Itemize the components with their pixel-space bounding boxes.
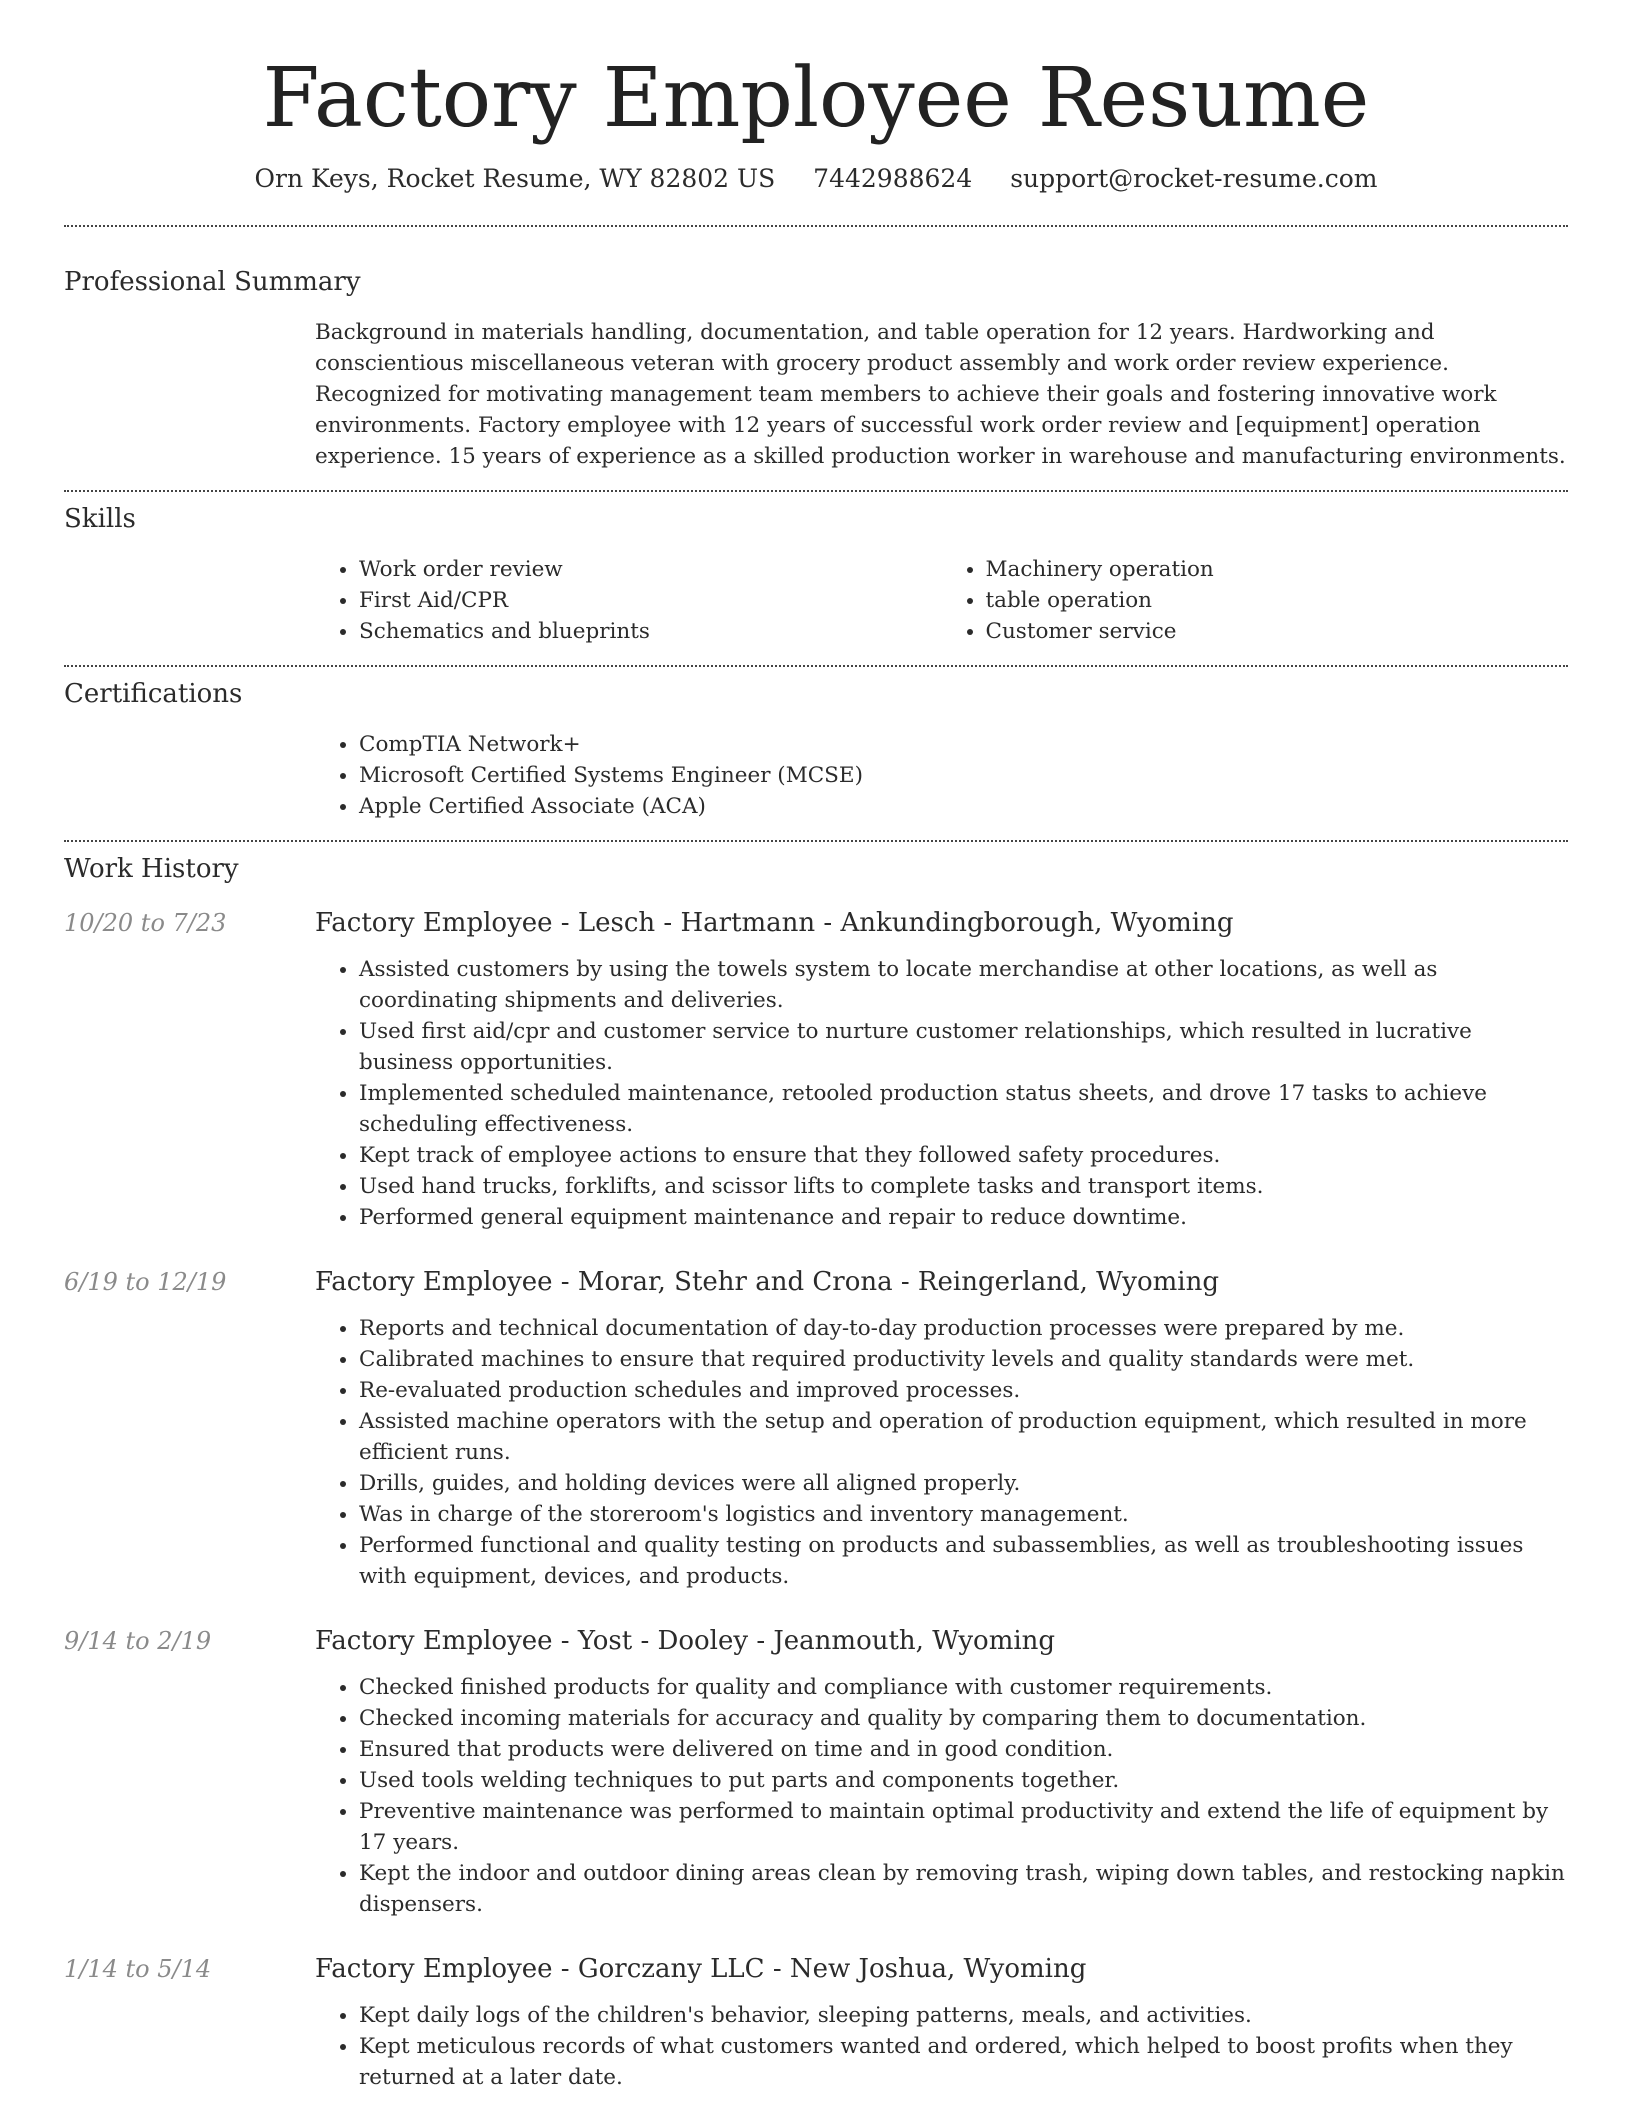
job-dates: 10/20 to 7/23 [64,909,227,938]
job-bullet: • Kept the indoor and outdoor dining areas clean by removing trash, wiping down tables, and restocking napkin dispensers. [359,1858,1568,1920]
certifications-heading: Certifications [64,679,243,710]
contact-line [0,164,1632,193]
skill-item: • Schematics and blueprints [359,616,942,647]
summary-heading: Professional Summary [64,267,361,298]
job-bullets [315,1313,1568,1592]
divider [64,840,1568,842]
job-entry [0,908,1632,1233]
page-title: Factory Employee Resume [262,51,1370,146]
contact-address: Orn Keys, Rocket Resume, WY 82802 US [254,164,776,194]
job-entry [0,1954,1632,2093]
job-bullet: • Kept track of employee actions to ensure that they followed safety procedures. [359,1140,1568,1171]
job-dates: 1/14 to 5/14 [64,1955,212,1984]
job-entry [0,1267,1632,1592]
divider [64,665,1568,667]
certification-item: • Microsoft Certified Systems Engineer (MCSE) [359,760,1568,791]
contact-email: support@rocket-resume.com [1010,164,1378,194]
job-bullets [315,954,1568,1233]
job-bullet: • Kept meticulous records of what customers wanted and ordered, which helped to boost profits when they returned at a later date. [359,2031,1568,2093]
skill-item: • Work order review [359,554,942,585]
job-title: Factory Employee - Yost - Dooley - Jeanmouth, Wyoming [315,1626,1056,1657]
job-bullet: • Drills, guides, and holding devices were all aligned properly. [359,1468,1568,1499]
job-bullet: • Calibrated machines to ensure that required productivity levels and quality standards were met. [359,1344,1568,1375]
job-title: Factory Employee - Gorczany LLC - New Joshua, Wyoming [315,1954,1087,1985]
job-bullets [315,2000,1568,2093]
skill-item: • table operation [986,585,1569,616]
job-bullet: • Performed functional and quality testing on products and subassemblies, as well as troubleshooting issues with equipment, devices, and products. [359,1530,1568,1592]
job-dates: 6/19 to 12/19 [64,1268,227,1297]
job-bullet: • Used hand trucks, forklifts, and scissor lifts to complete tasks and transport items. [359,1171,1568,1202]
summary-section [0,267,1632,472]
work-history-heading: Work History [64,854,239,885]
certifications-list [315,729,1568,822]
job-bullet: • Implemented scheduled maintenance, retooled production status sheets, and drove 17 tasks to achieve scheduling effectiveness. [359,1078,1568,1140]
skills-heading: Skills [64,504,136,535]
job-bullet: • Assisted customers by using the towels system to locate merchandise at other locations, as well as coordinating shipments and deliveries. [359,954,1568,1016]
divider [64,490,1568,492]
skill-item: • Machinery operation [986,554,1569,585]
job-bullet: • Reports and technical documentation of day-to-day production processes were prepared by me. [359,1313,1568,1344]
contact-phone: 7442988624 [813,164,973,194]
work-history-section [0,854,1632,2093]
job-bullet: • Preventive maintenance was performed to maintain optimal productivity and extend the life of equipment by 17 years. [359,1796,1568,1858]
certification-item: • CompTIA Network+ [359,729,1568,760]
skill-item: • First Aid/CPR [359,585,942,616]
job-title: Factory Employee - Lesch - Hartmann - Ankundingborough, Wyoming [315,908,1234,939]
certifications-section [0,679,1632,822]
summary-text: Background in materials handling, documentation, and table operation for 12 years. Hardworking and conscientious miscellaneous veteran with grocery product assembly and work order review experience. Recognized for motivating management team members to achieve their goals and fostering innovative work environments. Factory employee with 12 years of successful work order review and [equipment] operation experience. 15 years of experience as a skilled production worker in warehouse and manufacturing environments. [315,320,1566,470]
job-bullet: • Ensured that products were delivered on time and in good condition. [359,1734,1568,1765]
job-entry [0,1626,1632,1920]
job-bullet: • Checked incoming materials for accuracy and quality by comparing them to documentation. [359,1703,1568,1734]
job-bullet: • Re-evaluated production schedules and improved processes. [359,1375,1568,1406]
job-bullet: • Assisted machine operators with the setup and operation of production equipment, which resulted in more efficient runs. [359,1406,1568,1468]
job-bullet: • Used tools welding techniques to put parts and components together. [359,1765,1568,1796]
job-title: Factory Employee - Morar, Stehr and Crona - Reingerland, Wyoming [315,1267,1219,1298]
job-bullet: • Checked finished products for quality and compliance with customer requirements. [359,1672,1568,1703]
skill-item: • Customer service [986,616,1569,647]
job-bullet: • Performed general equipment maintenance and repair to reduce downtime. [359,1202,1568,1233]
job-bullet: • Was in charge of the storeroom's logistics and inventory management. [359,1499,1568,1530]
certification-item: • Apple Certified Associate (ACA) [359,791,1568,822]
skills-list-left [315,554,942,647]
job-dates: 9/14 to 2/19 [64,1627,212,1656]
job-bullet: • Used first aid/cpr and customer service to nurture customer relationships, which resulted in lucrative business opportunities. [359,1016,1568,1078]
job-bullet: • Kept daily logs of the children's behavior, sleeping patterns, meals, and activities. [359,2000,1568,2031]
skills-list-right [942,554,1569,647]
job-bullets [315,1672,1568,1920]
skills-section [0,504,1632,647]
divider [64,225,1568,227]
